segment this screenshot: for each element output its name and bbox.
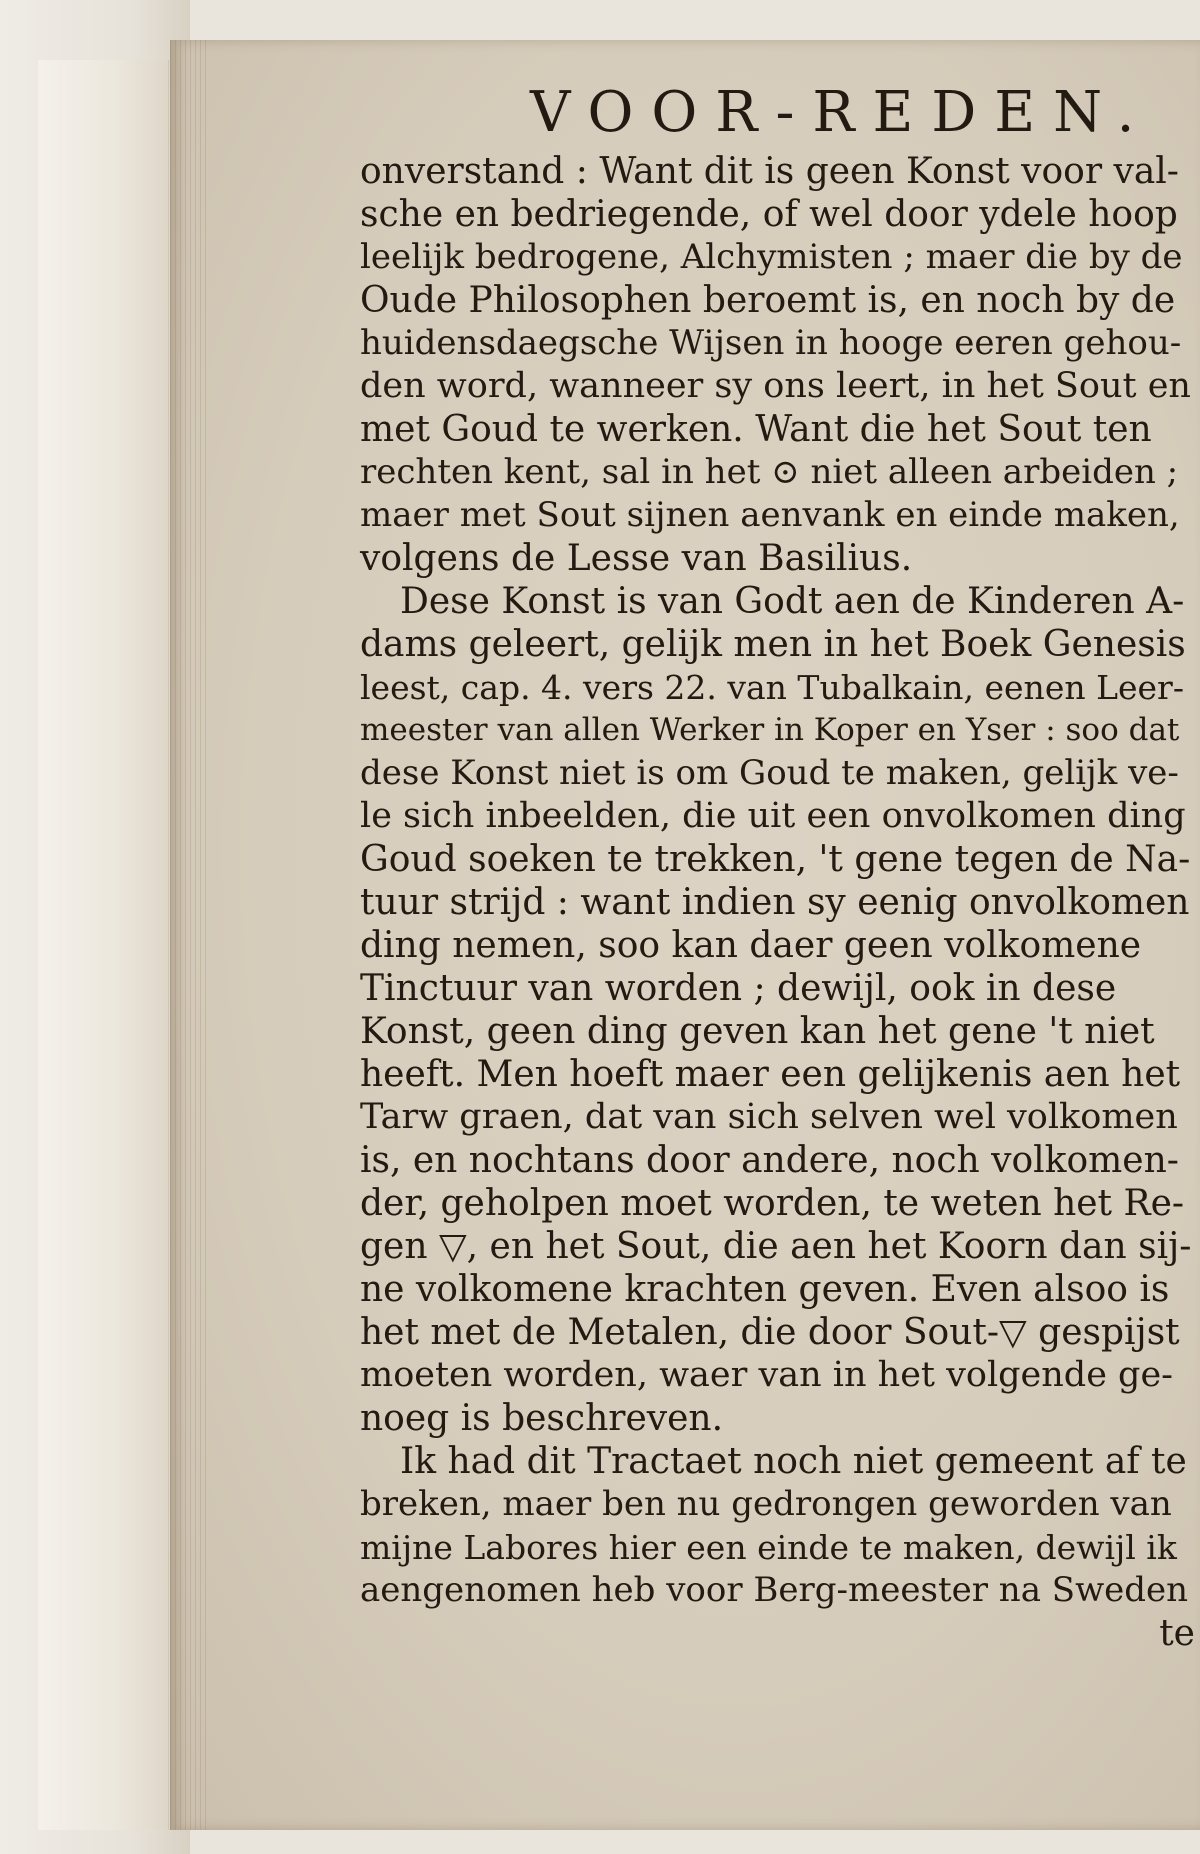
text-line: der, geholpen moet worden, te weten het Re- <box>360 1183 1185 1224</box>
text-line: aengenomen heb voor Berg-meester na Sweden <box>360 1570 1189 1610</box>
text-line: ne volkomene krachten geven. Even alsoo is <box>360 1269 1170 1310</box>
text-line: onverstand : Want dit is geen Konst voor val- <box>360 151 1179 192</box>
text-line: mijne Labores hier een einde te maken, dewijl ik <box>360 1528 1177 1567</box>
text-line: rechten kent, sal in het ⊙ niet alleen arbeiden ; <box>360 452 1179 492</box>
text-line: leelijk bedrogene, Alchymisten ; maer die by de <box>360 237 1183 277</box>
text-line: het met de Metalen, die door Sout-▽ gespijst <box>360 1312 1180 1353</box>
text-line: Oude Philosophen beroemt is, en noch by de <box>360 280 1176 321</box>
text-line: leest, cap. 4. vers 22. van Tubalkain, eenen Leer- <box>360 668 1184 707</box>
text-line: moeten worden, waer van in het volgende ge- <box>360 1355 1173 1395</box>
text-line: gen ▽, en het Sout, die aen het Koorn dan sij- <box>360 1226 1192 1267</box>
text-line: Tarw graen, dat van sich selven wel volkomen <box>360 1097 1178 1137</box>
text-line: Dese Konst is van Godt aen de Kinderen A- <box>400 581 1185 622</box>
catchword: te <box>1159 1613 1195 1654</box>
running-head: VOOR-REDEN. <box>530 80 1153 145</box>
text-line: breken, maer ben nu gedrongen geworden van <box>360 1484 1172 1524</box>
text-line: Konst, geen ding geven kan het gene 't niet <box>360 1011 1155 1052</box>
text-line: ding nemen, soo kan daer geen volkomene <box>360 925 1142 966</box>
text-line: den word, wanneer sy ons leert, in het Sout en <box>360 366 1191 406</box>
text-line: volgens de Lesse van Basilius. <box>360 538 913 579</box>
text-line: Goud soeken te trekken, 't gene tegen de Na- <box>360 839 1191 880</box>
text-line: met Goud te werken. Want die het Sout ten <box>360 409 1152 450</box>
text-line: dams geleert, gelijk men in het Boek Genesis <box>360 624 1186 665</box>
text-line: tuur strijd : want indien sy eenig onvolkomen <box>360 882 1190 923</box>
text-line: Ik had dit Tractaet noch niet gemeent af te <box>400 1441 1187 1482</box>
text-line: heeft. Men hoeft maer een gelijkenis aen het <box>360 1054 1181 1095</box>
text-line: dese Konst niet is om Goud te maken, gelijk ve- <box>360 753 1179 793</box>
text-line: le sich inbeelden, die uit een onvolkomen ding <box>360 796 1186 836</box>
text-line: meester van allen Werker in Koper en Yser : soo dat <box>360 712 1180 748</box>
text-line: is, en nochtans door andere, noch volkomen- <box>360 1140 1179 1181</box>
body-text <box>360 150 1195 1655</box>
page-edges <box>38 60 169 1830</box>
text-line: noeg is beschreven. <box>360 1398 724 1439</box>
gutter <box>170 40 210 1830</box>
text-line: maer met Sout sijnen aenvank en einde maken, <box>360 495 1180 535</box>
text-line: huidensdaegsche Wijsen in hooge eeren gehou- <box>360 323 1182 363</box>
text-line: sche en bedriegende, of wel door ydele hoop <box>360 194 1178 235</box>
text-line: Tinctuur van worden ; dewijl, ook in dese <box>360 968 1117 1009</box>
